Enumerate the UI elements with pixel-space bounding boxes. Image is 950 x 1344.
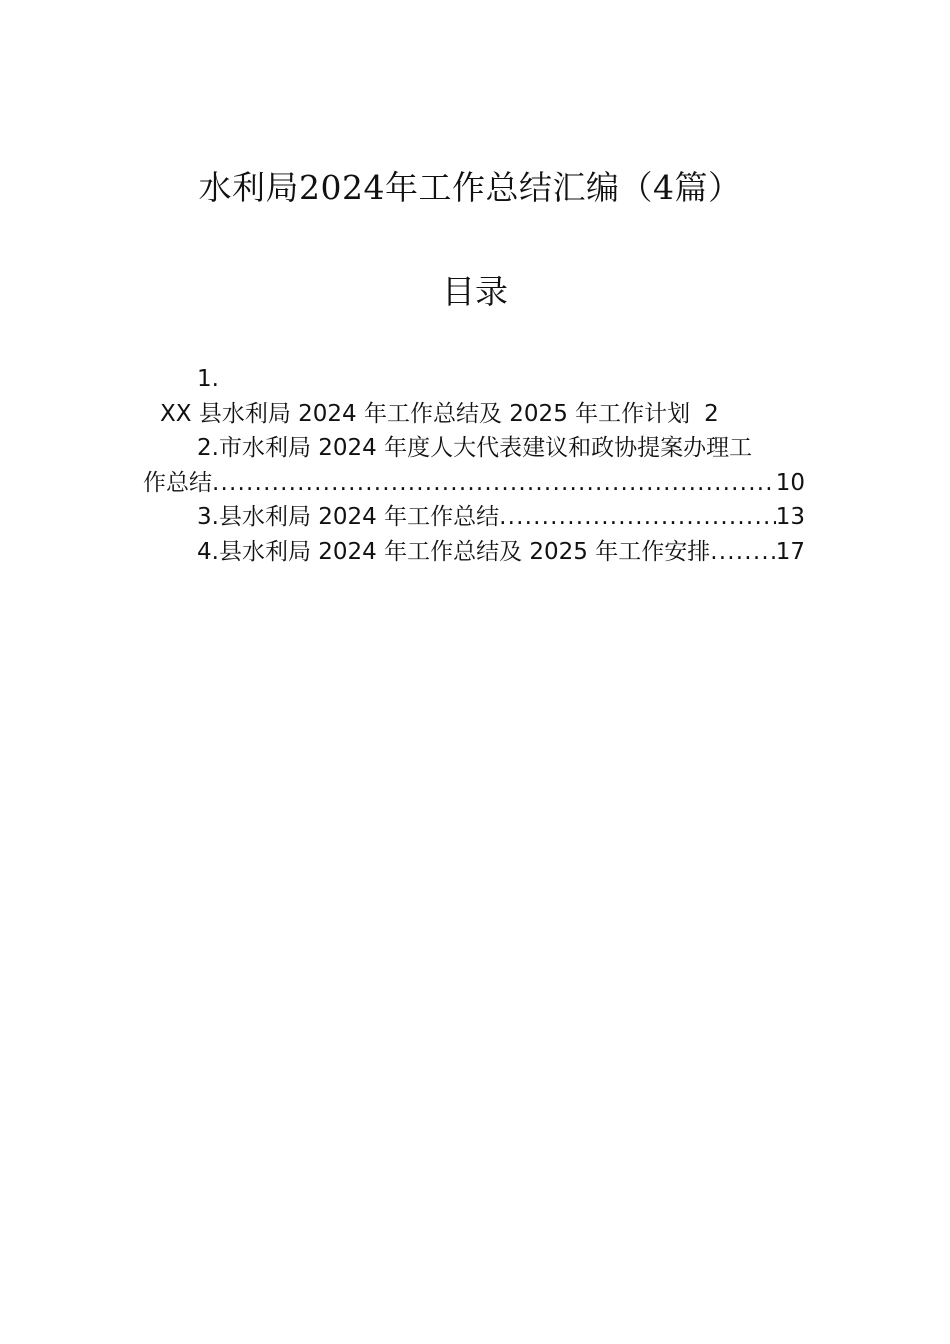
toc-entry-1[interactable] xyxy=(143,397,805,432)
title-year: 2024 xyxy=(299,168,385,207)
toc-entry-text: 4.县水利局 2024 年工作总结及 2025 年工作安排 xyxy=(197,538,711,565)
title-part-1: 水利局 xyxy=(198,168,299,207)
toc-entry-2-line-1[interactable] xyxy=(143,431,805,466)
toc-entry-3[interactable] xyxy=(143,500,805,535)
document-title xyxy=(0,166,940,210)
toc-entry-2-line-2[interactable] xyxy=(143,466,805,501)
toc-entry-page: 10 xyxy=(775,469,805,496)
toc-entry-page: 2 xyxy=(704,400,719,427)
toc-entry-page: 13 xyxy=(775,504,805,530)
toc-entry-1-number-line[interactable] xyxy=(143,362,805,397)
title-count: 4 xyxy=(652,168,675,207)
toc-entry-text: 作总结 xyxy=(143,469,212,496)
toc-leader-dots xyxy=(499,500,776,535)
toc-entry-page: 17 xyxy=(775,538,805,565)
toc-entry-text: 2.市水利局 2024 年度人大代表建议和政协提案办理工 xyxy=(197,435,753,461)
toc-entry-text: XX 县水利局 2024 年工作总结及 2025 年工作计划 xyxy=(160,400,691,427)
toc-leader-dots xyxy=(710,535,775,570)
toc-entry-4[interactable] xyxy=(143,535,805,570)
toc-entry-text: 3.县水利局 2024 年工作总结 xyxy=(197,504,500,530)
toc-entry-number: 1. xyxy=(197,366,219,392)
table-of-contents xyxy=(143,362,805,569)
title-part-3: 篇） xyxy=(674,168,742,207)
title-part-2: 年工作总结汇编（ xyxy=(384,168,653,207)
toc-leader-dots xyxy=(212,466,776,501)
toc-heading: 目录 xyxy=(442,272,508,311)
